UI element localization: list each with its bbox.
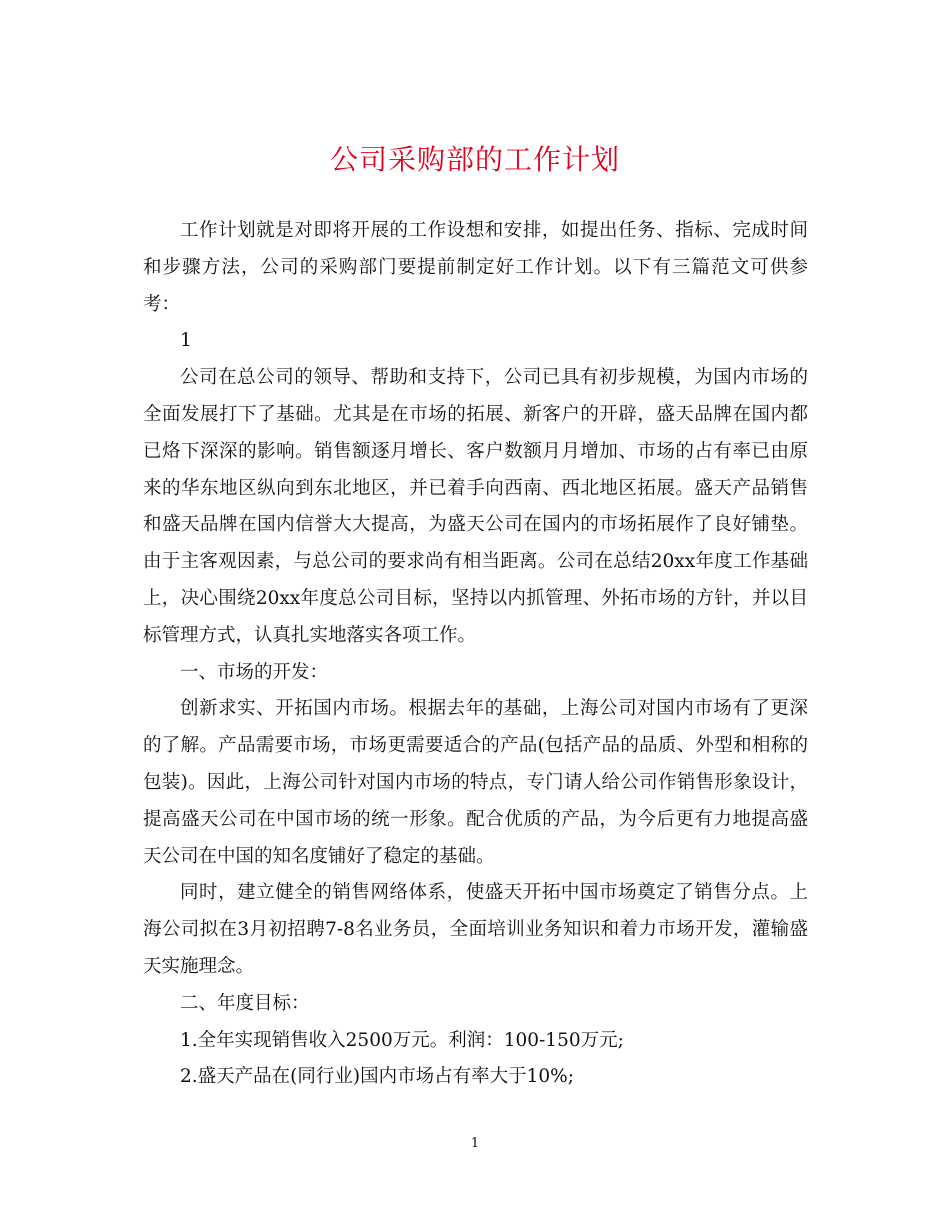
document-body xyxy=(143,213,808,1096)
list-item: 1.全年实现销售收入2500万元。利润：100-150万元; xyxy=(180,1029,624,1051)
page-number: 1 xyxy=(470,1136,480,1151)
document-title: 公司采购部的工作计划 xyxy=(329,143,620,176)
body-paragraph: 公司在总公司的领导、帮助和支持下，公司已具有初步规模，为国内市场的全面发展打下了基础。尤其是在市场的拓展、新客户的开辟，盛天品牌在国内都已烙下深深的影响。销售额逐月增长、客户数额月月增加、市场的占有率已由原来的华东地区纵向到东北地区，并已着手向西南、西北地区拓展。盛天产品销售和盛天品牌在国内信誉大大提高，为盛天公司在国内的市场拓展作了良好铺垫。由于主客观因素，与总公司的要求尚有相当距离。公司在总结20xx年度工作基础上，决心围绕20xx年度总公司目标，坚持以内抓管理、外拓市场的方针，并以目标管理方式，认真扎实地落实各项工作。 xyxy=(143,367,808,646)
section-heading: 一、市场的开发： xyxy=(180,661,329,683)
body-paragraph: 创新求实、开拓国内市场。根据去年的基础，上海公司对国内市场有了更深的了解。产品需要市场，市场更需要适合的产品(包括产品的品质、外型和相称的包装)。因此，上海公司针对国内市场的特点，专门请人给公司作销售形象设计，提高盛天公司在中国市场的统一形象。配合优质的产品，为今后更有力地提高盛天公司在中国的知名度铺好了稳定的基础。 xyxy=(143,698,808,867)
section-number: 1 xyxy=(180,330,192,352)
body-paragraph: 同时，建立健全的销售网络体系，使盛天开拓中国市场奠定了销售分点。上海公司拟在3月初招聘7-8名业务员，全面培训业务知识和着力市场开发，灌输盛天实施理念。 xyxy=(143,882,808,977)
list-item: 2.盛天产品在(同行业)国内市场占有率大于10%; xyxy=(180,1066,574,1088)
intro-paragraph: 工作计划就是对即将开展的工作设想和安排，如提出任务、指标、完成时间和步骤方法，公司的采购部门要提前制定好工作计划。以下有三篇范文可供参考： xyxy=(143,220,808,315)
section-heading: 二、年度目标： xyxy=(180,992,310,1014)
